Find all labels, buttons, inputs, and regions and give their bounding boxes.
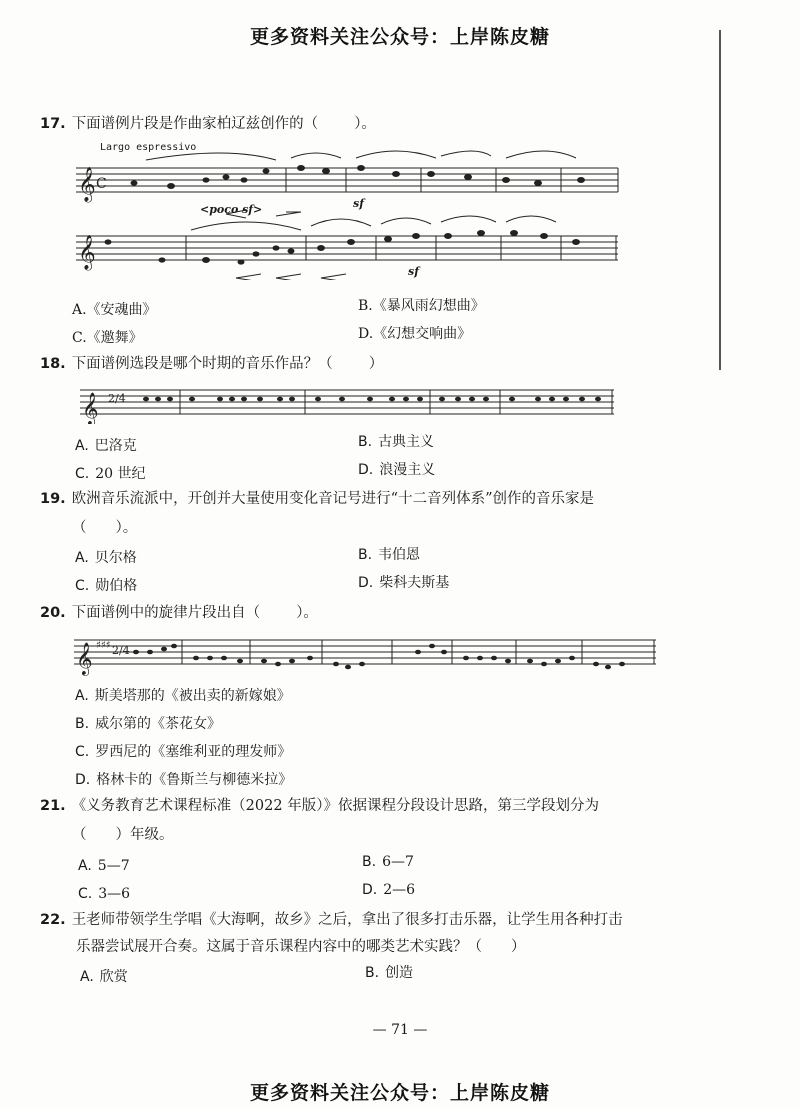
question-number: 21. bbox=[40, 798, 66, 814]
question-text: 下面谱例中的旋律片段出自（ bbox=[71, 605, 261, 621]
question-number: 19. bbox=[40, 491, 66, 507]
option-20-a: A. 斯美塔那的《被出卖的新嫁娘》 bbox=[75, 688, 291, 704]
dynamic-sf-1: sf bbox=[353, 197, 364, 210]
svg-text:♯♯♯: ♯♯♯ bbox=[96, 640, 111, 651]
watermark-banner-bottom: 更多资料关注公众号：上岸陈皮糖 bbox=[249, 1082, 550, 1104]
option-22-a: A. 欣赏 bbox=[80, 969, 128, 985]
page-number: — 71 — bbox=[372, 1022, 428, 1038]
score-q18 bbox=[80, 382, 616, 424]
question-text: 王老师带领学生学唱《大海啊，故乡》之后，拿出了很多打击乐器，让学生用各种打击 bbox=[71, 912, 623, 928]
question-20 bbox=[40, 603, 318, 623]
option-22-b: B. 创造 bbox=[365, 965, 414, 981]
svg-text:𝄞: 𝄞 bbox=[76, 642, 93, 675]
svg-text:𝄞: 𝄞 bbox=[82, 392, 99, 424]
option-21-b: B. 6—7 bbox=[362, 854, 414, 870]
question-17 bbox=[40, 114, 376, 134]
question-text: 下面谱例选段是哪个时期的音乐作品？（ bbox=[71, 356, 333, 372]
question-text: 欧洲音乐流派中，开创并大量使用变化音记号进行“十二音列体系”创作的音乐家是 bbox=[71, 491, 595, 507]
option-17-d: D.《幻想交响曲》 bbox=[358, 326, 472, 342]
question-number: 17. bbox=[40, 116, 66, 132]
tempo-marking: Largo espressivo bbox=[100, 142, 197, 153]
option-18-b: B. 古典主义 bbox=[358, 434, 435, 450]
dynamic-poco-sf: <poco sf> bbox=[200, 203, 263, 216]
score-q20 bbox=[74, 632, 658, 676]
option-21-a: A. 5—7 bbox=[78, 858, 130, 874]
svg-text:C: C bbox=[96, 176, 107, 192]
option-21-d: D. 2—6 bbox=[362, 882, 416, 898]
question-text: 《义务教育艺术课程标准（2022 年版）》依据课程分段设计思路，第三学段划分为 bbox=[71, 798, 599, 814]
option-19-d: D. 柴科夫斯基 bbox=[358, 575, 450, 591]
option-18-d: D. 浪漫主义 bbox=[358, 462, 436, 478]
dynamic-sf-2: sf bbox=[408, 265, 419, 278]
option-19-b: B. 韦伯恩 bbox=[358, 547, 421, 563]
time-sig-18: 2/4 bbox=[108, 392, 126, 405]
option-19-a: A. 贝尔格 bbox=[75, 550, 137, 566]
time-sig-20: 2/4 bbox=[112, 644, 130, 657]
option-20-c: C. 罗西尼的《塞维利亚的理发师》 bbox=[75, 744, 292, 760]
question-22-line2: 乐器尝试展开合奏。这属于音乐课程内容中的哪类艺术实践？（ ） bbox=[76, 939, 526, 955]
question-text-end: ）。 bbox=[296, 605, 318, 621]
option-17-a: A.《安魂曲》 bbox=[72, 302, 157, 318]
question-19 bbox=[40, 489, 594, 509]
question-text: 下面谱例片段是作曲家柏辽兹创作的（ bbox=[71, 116, 319, 132]
question-number: 22. bbox=[40, 912, 66, 928]
question-number: 18. bbox=[40, 356, 66, 372]
score-q17 bbox=[76, 150, 622, 280]
option-20-b: B. 威尔第的《茶花女》 bbox=[75, 716, 222, 732]
option-18-c: C. 20 世纪 bbox=[75, 466, 146, 482]
option-21-c: C. 3—6 bbox=[78, 886, 131, 902]
option-17-c: C.《邀舞》 bbox=[72, 330, 143, 346]
option-19-c: C. 勋伯格 bbox=[75, 578, 138, 594]
question-21-line2: （ ）年级。 bbox=[72, 827, 174, 843]
option-18-a: A. 巴洛克 bbox=[75, 438, 137, 454]
svg-text:𝄞: 𝄞 bbox=[78, 235, 96, 270]
scan-edge-line bbox=[719, 30, 721, 370]
question-number: 20. bbox=[40, 605, 66, 621]
svg-text:𝄞: 𝄞 bbox=[78, 167, 96, 202]
watermark-banner-top: 更多资料关注公众号：上岸陈皮糖 bbox=[249, 26, 550, 48]
question-text-end: ）。 bbox=[354, 116, 376, 132]
question-21 bbox=[40, 796, 599, 816]
option-20-d: D. 格林卡的《鲁斯兰与柳德米拉》 bbox=[75, 772, 293, 788]
question-22 bbox=[40, 910, 623, 930]
question-text-end: ） bbox=[368, 356, 384, 372]
question-18 bbox=[40, 354, 383, 374]
option-17-b: B.《暴风雨幻想曲》 bbox=[358, 298, 485, 314]
question-19-line2: （ ）。 bbox=[72, 520, 138, 536]
